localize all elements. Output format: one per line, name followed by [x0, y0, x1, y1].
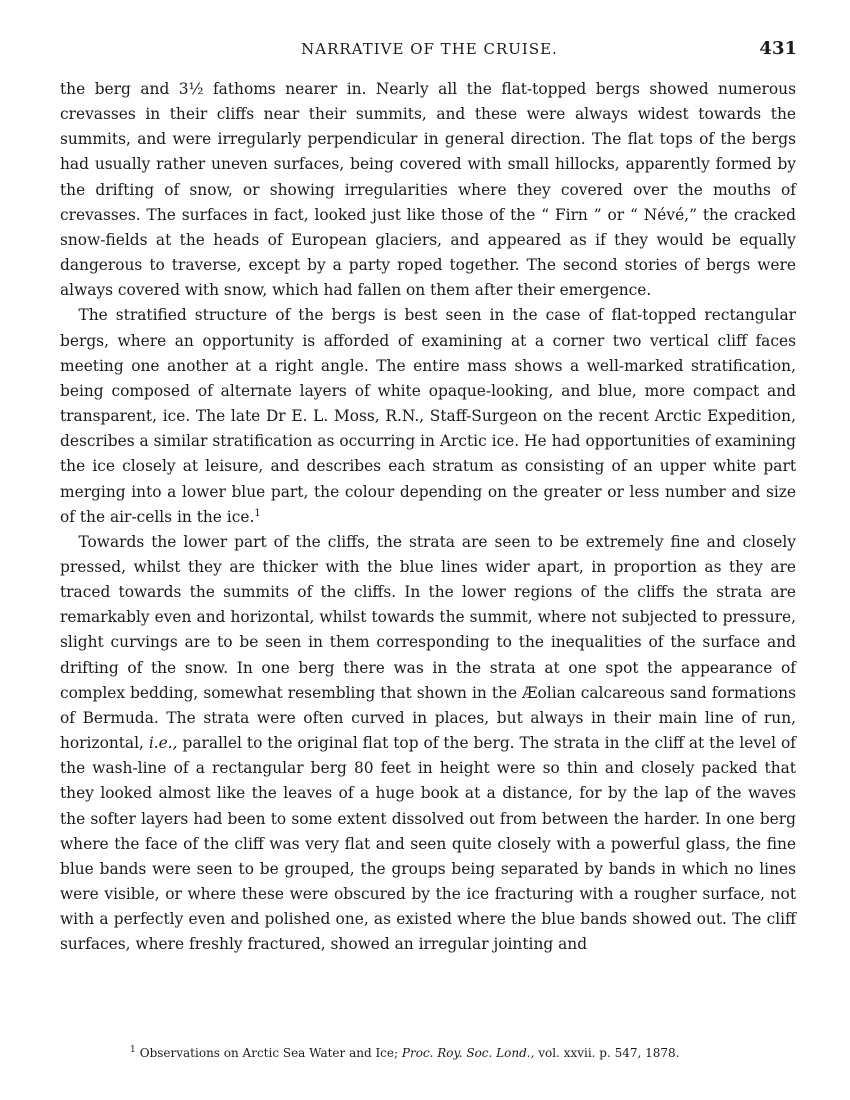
paragraph-3-text-before: Towards the lower part of the cliffs, the strata are seen to be extremely fine and closely pressed, whilst they are thicker with the blue lines wider apart, in proportion as they are traced towards the summits of the cliffs. In the lower regions of the cliffs the strata are remarkably even and horizontal, whilst towards the summit, where not subjected to pressure, slight curvings are to be seen in them corresponding to the inequalities of the surface and drifting of the snow. In one berg there was in the strata at one spot the appearance of complex bedding, somewhat resembling that shown in the Æolian calcareous sand formations of Bermuda. The strata were often curved in places, but always in their main line of run, horizontal,	[60, 532, 796, 753]
footnote-text-after: vol. xxvii. p. 547, 1878.	[538, 1046, 680, 1060]
footnote-reference: 1	[254, 507, 261, 519]
paragraph-2-text: The stratified structure of the bergs is best seen in the case of flat-topped rectangular bergs, where an opportunity is afforded of examining at a corner two vertical cliff faces meeting one another at a right angle. The entire mass shows a well-marked stratification, being composed of alternate layers of white opaque-looking, and blue, more compact and transparent, ice. The late Dr E. L. Moss, R.N., Staff-Surgeon on the recent Arctic Expedition, describes a similar stratification as occurring in Arctic ice. He had opportunities of examining the ice closely at leisure, and describes each stratum as consisting of an upper white part merging into a lower blue part, the colour depending on the greater or less number and size of the air-cells in the ice.	[60, 306, 796, 526]
paragraph-1-text: the berg and 3½ fathoms nearer in. Nearly all the flat-topped bergs showed numerous crevasses in their cliffs near their summits, and these were always widest towards the summits, and were irregularly perpendicular in general direction. The flat tops of the bergs had usually rather uneven surfaces, being covered with small hillocks, apparently formed by the drifting of snow, or showing irregularities where they covered over the mouths of crevasses. The surfaces in fact, looked just like those of the “ Firn ” or “ Névé,” the cracked snow-fields at the heads of European glaciers, and appeared as if they would be equally dangerous to traverse, except by a party roped together. The second stories of bergs were always covered with snow, which had fallen on them after their emergence.	[60, 80, 796, 300]
paragraph-3-text-after: parallel to the original flat top of the berg. The strata in the cliff at the level of the wash-line of a rectangular berg 80 feet in height were so thin and closely packed that they looked almost like the leaves of a huge book at a distance, for by the lap of the waves the softer layers had been to some extent dissolved out from between the harder. In one berg where the face of the cliff was very flat and seen quite closely with a powerful glass, the fine blue bands were seen to be grouped, the groups being separated by bands in which no lines were visible, or where these were obscured by the ice fracturing with a rougher surface, not with a perfectly even and polished one, as existed where the blue bands showed out. The cliff surfaces, where freshly fractured, showed an irregular jointing and	[60, 734, 796, 954]
paragraph-1	[60, 77, 796, 303]
footnote-journal: Proc. Roy. Soc. Lond.,	[401, 1046, 535, 1060]
body-text	[60, 77, 796, 957]
page-number: 431	[759, 38, 797, 59]
footnote	[130, 1042, 790, 1061]
footnote-text-before: Observations on Arctic Sea Water and Ice;	[139, 1046, 399, 1060]
paragraph-2	[60, 303, 796, 529]
footnote-marker: 1	[130, 1045, 136, 1055]
running-head: NARRATIVE OF THE CRUISE.	[301, 40, 558, 58]
page-header	[62, 38, 797, 62]
paragraph-3-italic-abbrev: i.e.,	[148, 734, 178, 753]
paragraph-3	[60, 530, 796, 958]
